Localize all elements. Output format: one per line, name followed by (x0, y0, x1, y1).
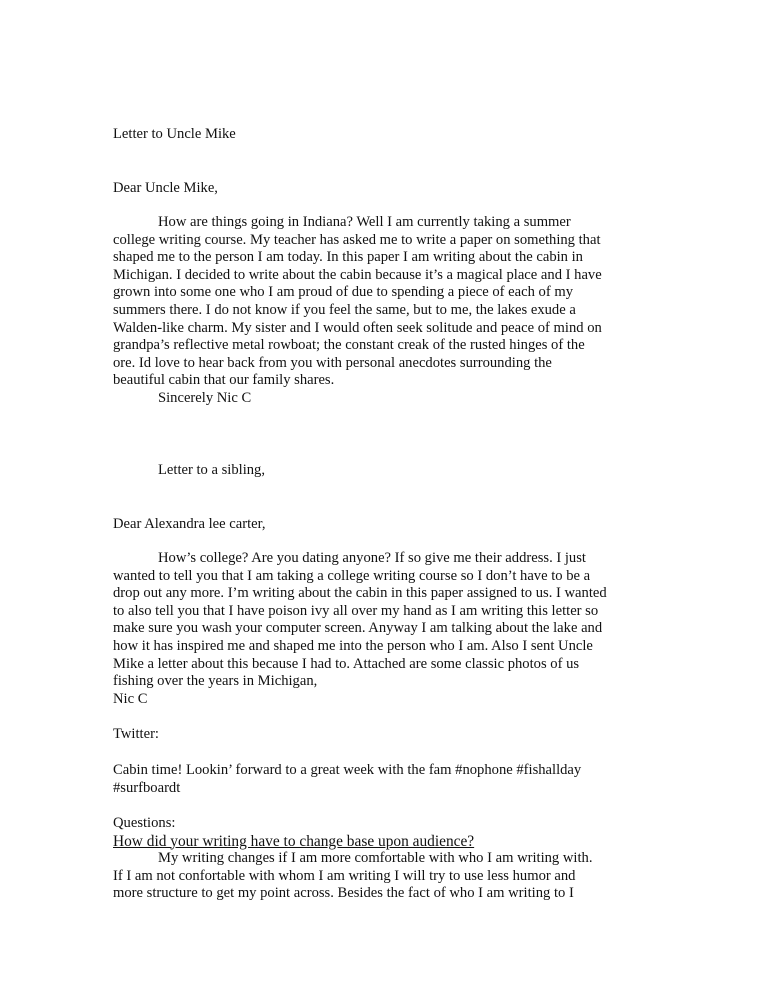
letter-body (113, 550, 653, 708)
body-line: How’s college? Are you dating anyone? If so give me their address. I just (158, 550, 586, 566)
salutation-text: Dear Uncle Mike, (113, 180, 218, 196)
questions-label: Questions: (113, 815, 176, 831)
body-line: shaped me to the person I am today. In this paper I am writing about the cabin in (113, 249, 583, 266)
body-line: ore. Id love to hear back from you with personal anecdotes surrounding the (113, 354, 552, 371)
tweet-line: Cabin time! Lookin’ forward to a great week with the fam #nophone #fishallday (113, 762, 582, 778)
body-line: college writing course. My teacher has asked me to write a paper on something that (113, 231, 601, 248)
letter-heading-text: Letter to a sibling, (158, 462, 265, 478)
body-line: Mike a letter about this because I had to. Attached are some classic photos of us (113, 655, 580, 672)
salutation (113, 180, 653, 198)
body-line: summers there. I do not know if you feel the same, but to me, the lakes exude a (113, 301, 576, 318)
body-line: fishing over the years in Michigan, (113, 673, 318, 690)
body-line: beautiful cabin that our family shares. (113, 372, 335, 389)
body-line: grandpa’s reflective metal rowboat; the constant creak of the rusted hinges of the (113, 337, 585, 354)
body-line: to also tell you that I have poison ivy all over my hand as I am writing this letter so (113, 602, 599, 619)
signoff: Nic C (113, 690, 148, 707)
salutation-text: Dear Alexandra lee carter, (113, 516, 266, 532)
body-line: grown into some one who I am proud of due to spending a piece of each of my (113, 284, 573, 301)
question-heading: How did your writing have to change base upon audience? (113, 832, 475, 850)
body-line: how it has inspired me and shaped me into the person who I am. Also I sent Uncle (113, 637, 593, 654)
letter-heading (113, 462, 653, 480)
answer-line: My writing changes if I am more comfortable with who I am writing with. (158, 850, 593, 867)
twitter-label-text: Twitter: (113, 726, 159, 742)
letter-heading-text: Letter to Uncle Mike (113, 126, 236, 142)
body-line: Michigan. I decided to write about the cabin because it’s a magical place and I have (113, 266, 602, 283)
tweet-line: #surfboardt (113, 779, 181, 796)
signoff: Sincerely Nic C (158, 389, 252, 406)
answer-line: If I am not confortable with whom I am writing I will try to use less humor and (113, 867, 576, 884)
answer-line: more structure to get my point across. Besides the fact of who I am writing to I (113, 885, 574, 902)
letter-body (113, 214, 653, 408)
body-line: wanted to tell you that I am taking a college writing course so I don’t have to be a (113, 567, 591, 584)
body-line: drop out any more. I’m writing about the cabin in this paper assigned to us. I wanted (113, 585, 607, 602)
twitter-label (113, 726, 653, 744)
body-line: Walden-like charm. My sister and I would often seek solitude and peace of mind on (113, 319, 602, 336)
questions-section (113, 815, 653, 903)
body-line: How are things going in Indiana? Well I am currently taking a summer (158, 214, 571, 230)
body-line: make sure you wash your computer screen. Anyway I am talking about the lake and (113, 620, 603, 637)
tweet (113, 762, 653, 797)
salutation (113, 516, 653, 534)
letter-heading (113, 126, 653, 144)
